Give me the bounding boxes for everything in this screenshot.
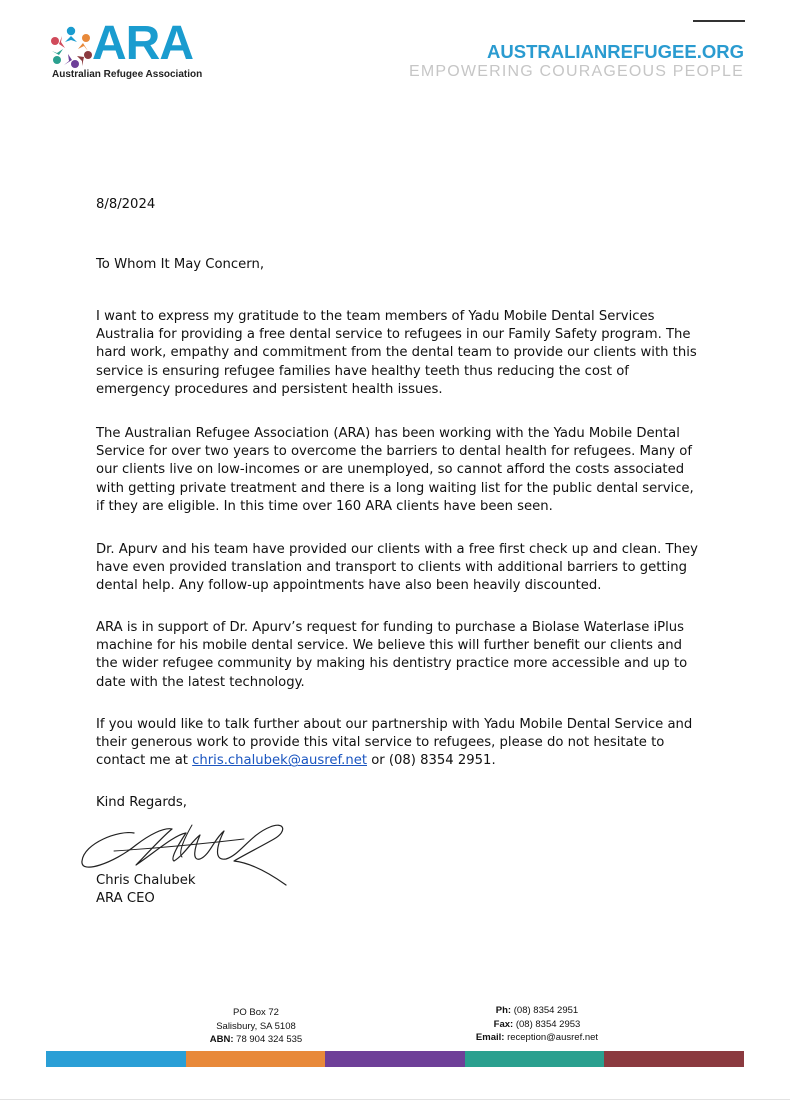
signer-name: Chris Chalubek — [96, 873, 196, 888]
paragraph-support — [96, 619, 706, 692]
footer-color-bar — [46, 1051, 744, 1067]
signer-title: ARA CEO — [96, 891, 155, 906]
people-circle-icon — [48, 24, 94, 70]
letter-greeting: To Whom It May Concern, — [96, 257, 265, 272]
contact-text-before: If you would like to talk further about our partnership with Yadu Mobile Dental Service and their generous work to provide this vital service to refugees, please do not hesitate to contact me at — [96, 717, 693, 769]
paragraph-partnership — [96, 425, 706, 516]
phone-label: Ph: — [495, 1005, 512, 1016]
abn-value: 78 904 324 535 — [233, 1034, 303, 1045]
fax-label: Fax: — [493, 1018, 514, 1030]
paragraph-gratitude — [96, 308, 706, 399]
abn — [196, 1033, 316, 1047]
paragraph-text: I want to express my gratitude to the team members of Yadu Mobile Dental Services Australia for providing a free dental service to refugees in our Family Safety program. The hard work, empathy and commitment from the dental team to provide our clients with this service is ensuring refugee families have healthy teeth thus reducing the cost of emergency procedures and persistent health issues. — [96, 309, 697, 397]
paragraph-text: The Australian Refugee Association (ARA) has been working with the Yadu Mobile Dental Service for over two years to overcome the barriers to dental health for refugees. Many of our clients live on low-incomes or are unemployed, so cannot afford the costs associated with getting private treatment and there is a long waiting list for the public dental service, if they are eligible. In this time over 160 ARA clients have been seen. — [96, 426, 694, 514]
logo-tagline: Australian Refugee Association — [52, 69, 203, 80]
footer-email — [462, 1031, 612, 1045]
color-bar-segment — [604, 1051, 744, 1067]
top-rule — [693, 20, 745, 22]
paragraph-contact — [96, 716, 706, 771]
color-bar-segment — [186, 1051, 326, 1067]
footer-address — [196, 1006, 316, 1047]
email-label: Email: — [475, 1032, 505, 1043]
footer-contact — [462, 1004, 612, 1045]
letter-date: 8/8/2024 — [96, 197, 156, 212]
contact-text-after: or (08) 8354 2951. — [367, 753, 496, 769]
color-bar-segment — [46, 1051, 186, 1067]
color-bar-segment — [465, 1051, 605, 1067]
phone — [462, 1004, 612, 1018]
email-value: reception@ausref.net — [504, 1032, 599, 1043]
website-url[interactable]: AUSTRALIANREFUGEE.ORG — [487, 41, 744, 62]
abn-label: ABN: — [209, 1034, 234, 1045]
fax-value: (08) 8354 2953 — [513, 1018, 581, 1030]
logo-wordmark: ARA — [92, 17, 193, 70]
paragraph-services — [96, 541, 706, 596]
ara-logo — [48, 17, 218, 84]
fax — [462, 1018, 612, 1032]
phone-value: (08) 8354 2951 — [511, 1005, 579, 1016]
slogan: EMPOWERING COURAGEOUS PEOPLE — [409, 63, 744, 80]
paragraph-text: Dr. Apurv and his team have provided our clients with a free first check up and clean. They have even provided translation and transport to clients with additional barriers to getting dental help. Any follow-up appointments have also been heavily discounted. — [96, 542, 698, 594]
contact-email-link[interactable]: chris.chalubek@ausref.net — [192, 753, 367, 769]
color-bar-segment — [325, 1051, 465, 1067]
bottom-rule — [0, 1099, 790, 1100]
closing: Kind Regards, — [96, 795, 187, 810]
po-box: PO Box 72 — [233, 1007, 279, 1018]
suburb: Salisbury, SA 5108 — [216, 1020, 296, 1032]
paragraph-text: ARA is in support of Dr. Apurv’s request for funding to purchase a Biolase Waterlase iPlus machine for his mobile dental service. We believe this will further benefit our clients and the wider refugee community by making his dentistry practice more accessible and up to date with the latest technology. — [96, 620, 688, 690]
paragraph-text — [96, 716, 706, 771]
